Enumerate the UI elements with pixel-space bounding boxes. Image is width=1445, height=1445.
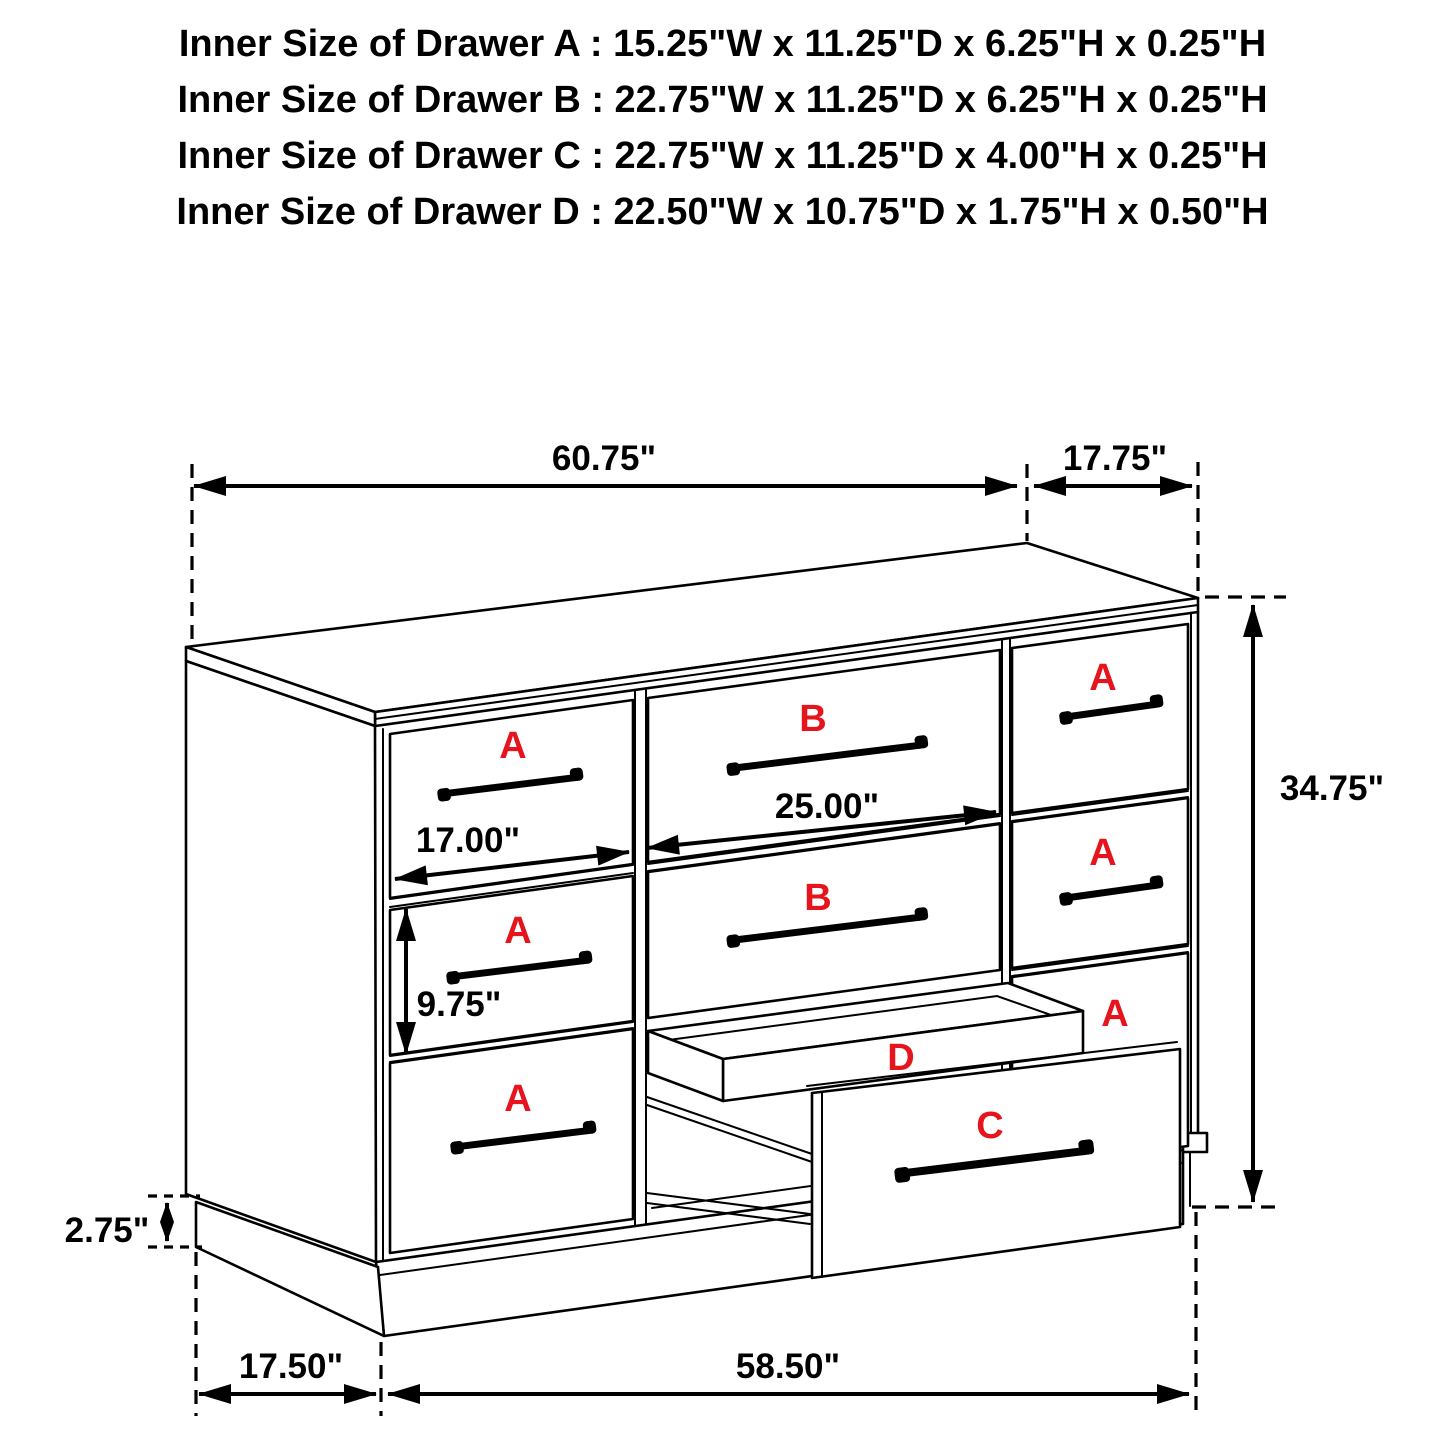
dim-label-middle-drawer-width: 25.00" [774, 787, 880, 826]
dim-label-base-height: 2.75" [64, 1211, 150, 1250]
dim-overall-height [1192, 597, 1384, 1207]
drawer-label-a-right-top: A [1089, 657, 1117, 699]
dim-base-height [65, 1196, 202, 1250]
dim-label-top-depth: 17.75" [1062, 439, 1168, 478]
drawer-label-b-middle: B [804, 877, 832, 919]
drawer-label-a-right-middle: A [1089, 832, 1117, 874]
drawer-label-a-left-bottom: A [504, 1078, 532, 1120]
cabinet-left-panel [186, 661, 376, 1262]
dim-label-left-drawer-width: 17.00" [415, 821, 521, 860]
drawer-label-a-left-top: A [499, 725, 527, 767]
drawer-label-c: C [976, 1105, 1004, 1147]
drawer-label-d: D [887, 1037, 915, 1079]
drawer-front-a-right-top [1012, 624, 1188, 813]
column-divider-left [635, 689, 646, 1226]
dim-label-overall-height: 34.75" [1279, 769, 1385, 808]
dim-label-bottom-depth: 17.50" [238, 1347, 344, 1386]
dim-label-bottom-width: 58.50" [735, 1347, 841, 1386]
spec-line-drawer-c: Inner Size of Drawer C : 22.75"W x 11.25"D x 4.00"H x 0.25"H [177, 135, 1268, 177]
dim-label-top-width: 60.75" [551, 439, 657, 478]
drawer-label-a-right-bottom: A [1101, 993, 1129, 1035]
spec-line-drawer-d: Inner Size of Drawer D : 22.50"W x 10.75"D x 1.75"H x 0.50"H [176, 191, 1269, 233]
spec-line-drawer-a: Inner Size of Drawer A : 15.25"W x 11.25"D x 6.25"H x 0.25"H [178, 23, 1267, 65]
drawer-label-b-top: B [799, 698, 827, 740]
dim-label-drawer-stack-height: 9.75" [416, 985, 502, 1024]
spec-line-drawer-b: Inner Size of Drawer B : 22.75"W x 11.25"D x 6.25"H x 0.25"H [177, 79, 1268, 121]
drawer-label-a-left-middle: A [504, 910, 532, 952]
